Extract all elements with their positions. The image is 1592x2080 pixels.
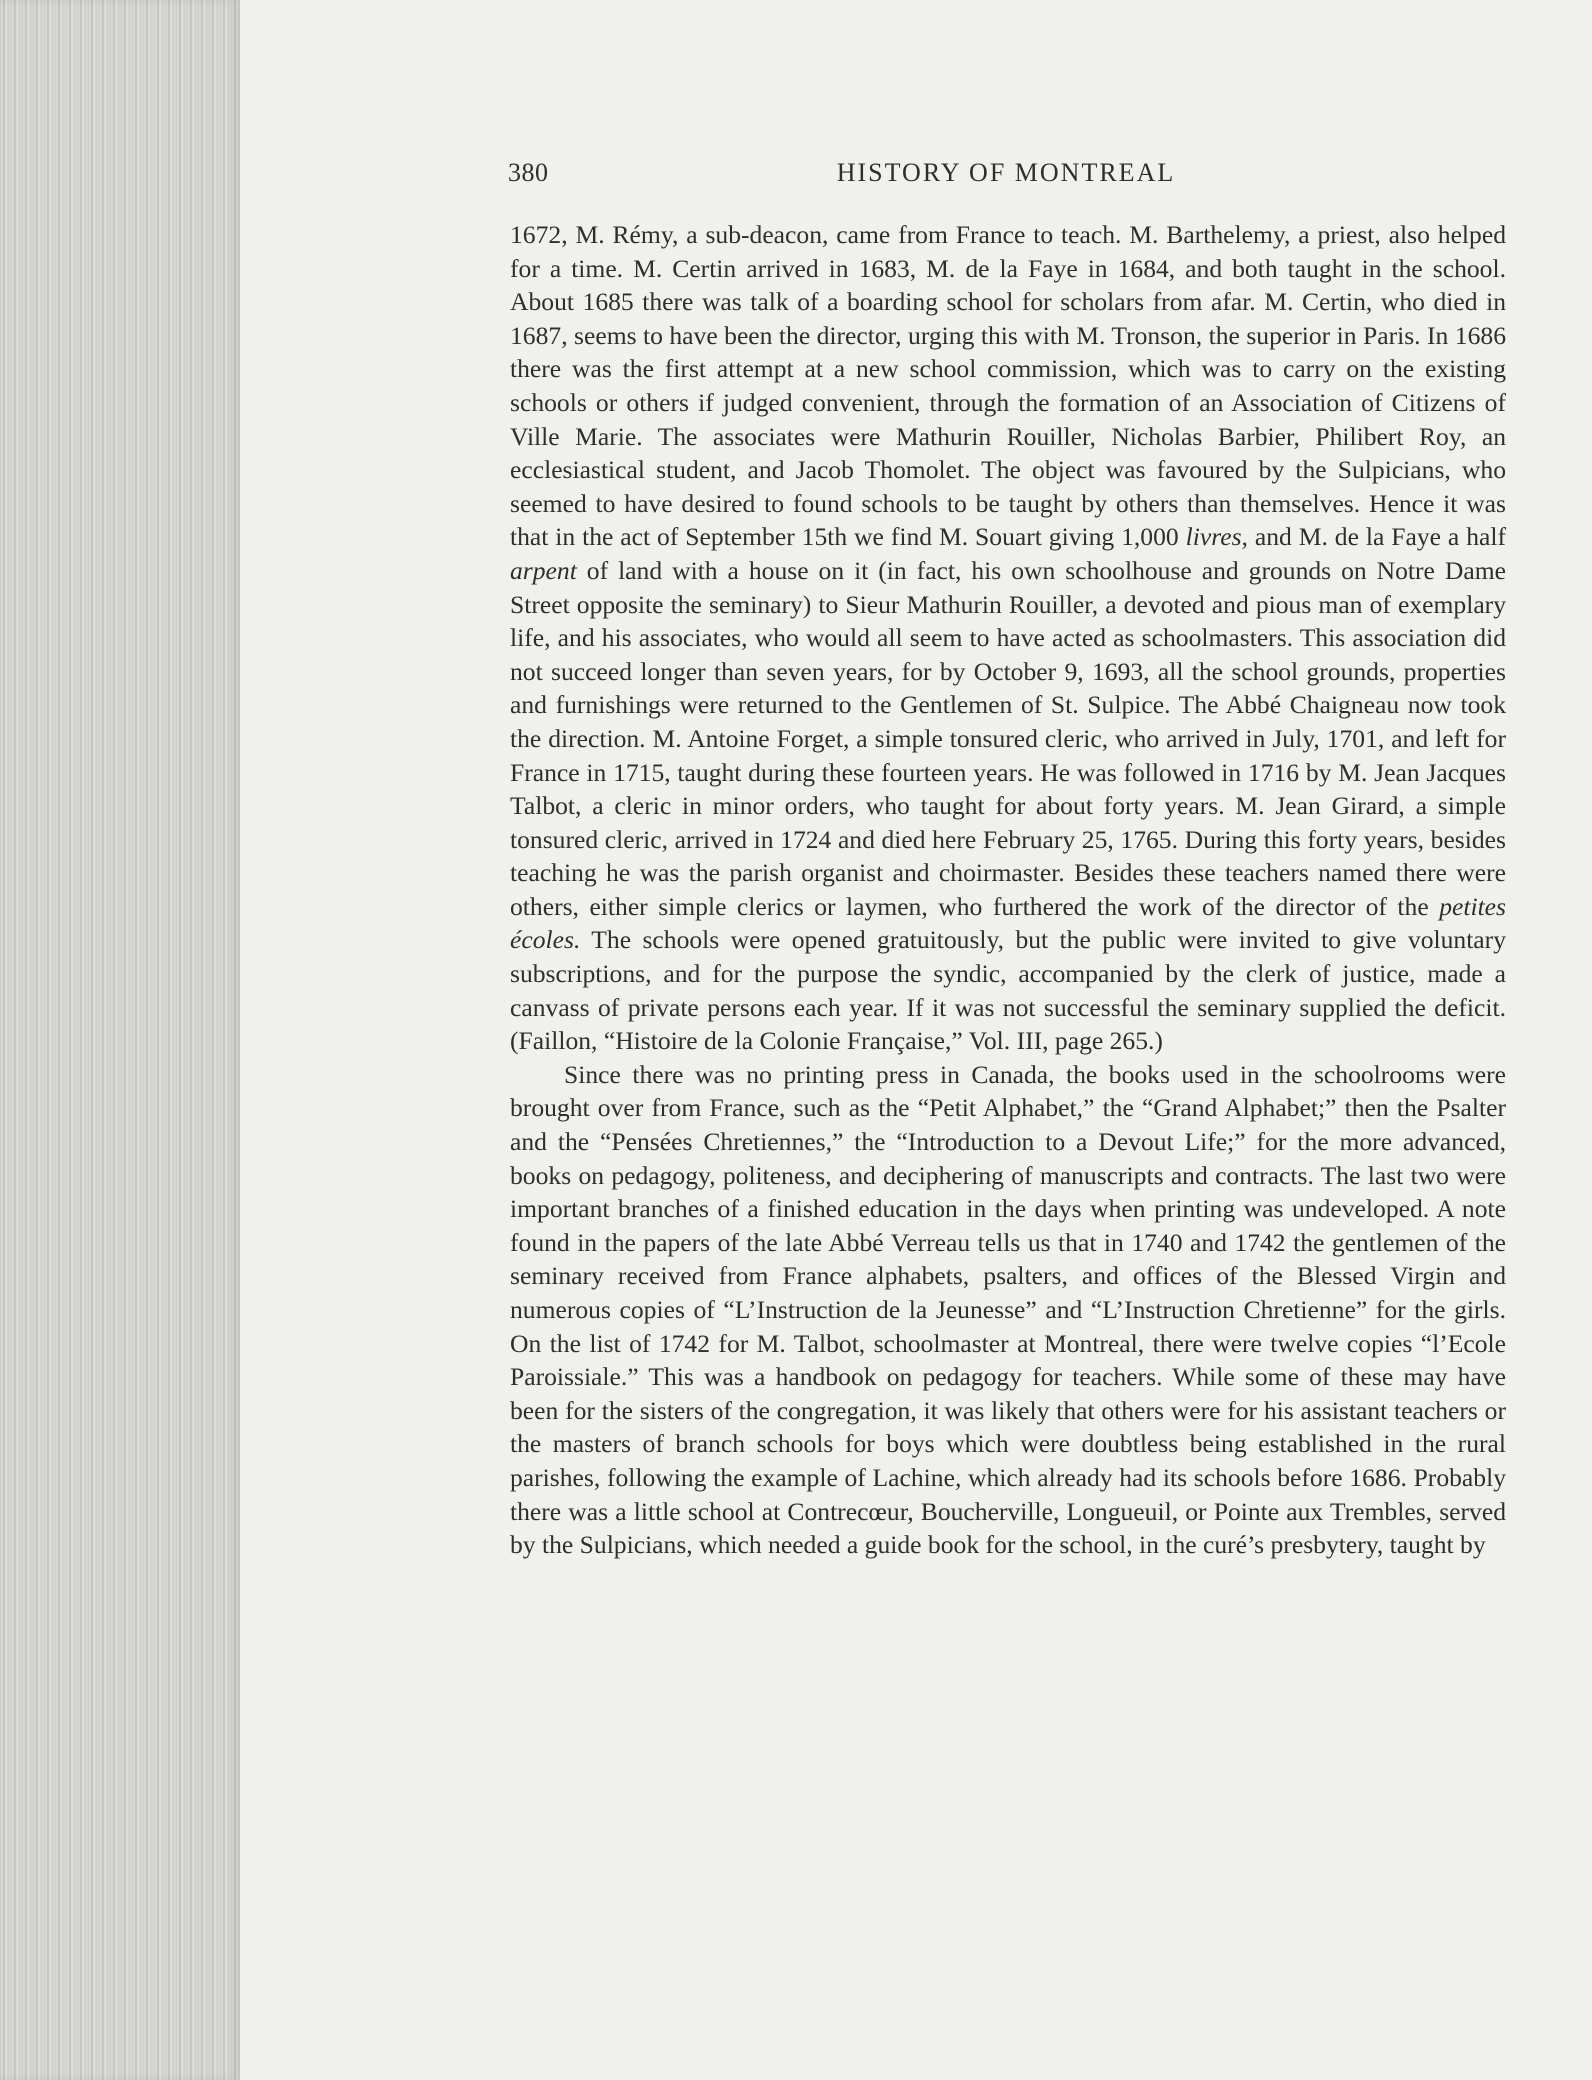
italic-livres: livres, bbox=[1185, 522, 1248, 552]
paragraph-1-text-c: of land with a house on it (in fact, his own schoolhouse and grounds on Notre Dame Street opposite the seminary) to Sieur Mathurin Rouiller, a devoted and pious man of exemplary life, and his associates, who would all seem to have acted as schoolmasters. This association did not succeed longer than seven years, for by October 9, 1693, all the school grounds, properties and furnishings were returned to the Gentlemen of St. Sulpice. The Abbé Chaigneau now took the direction. M. Antoine Forget, a simple tonsured cleric, who arrived in July, 1701, and left for France in 1715, taught during these fourteen years. He was followed in 1716 by M. Jean Jacques Talbot, a cleric in minor orders, who taught for about forty years. M. Jean Girard, a simple tonsured cleric, arrived in 1724 and died here February 25, 1765. During this forty years, besides teaching he was the parish organist and choirmaster. Besides these teachers named there were others, either simple clerics or laymen, who furthered the work of the director of the bbox=[510, 555, 1506, 921]
body-text bbox=[510, 218, 1506, 1562]
page-number: 380 bbox=[508, 158, 549, 187]
running-title: HISTORY OF MONTREAL bbox=[836, 158, 1176, 187]
paragraph-1 bbox=[510, 218, 1506, 1058]
page-header bbox=[508, 158, 1504, 198]
paragraph-1-text-a: 1672, M. Rémy, a sub-deacon, came from France to teach. M. Barthelemy, a priest, also helped for a time. M. Certin arrived in 1683, M. de la Faye in 1684, and both taught in the school. About 1685 there was talk of a boarding school for scholars from afar. M. Certin, who died in 1687, seems to have been the director, urging this with M. Tronson, the superior in Paris. In 1686 there was the first attempt at a new school commission, which was to carry on the existing schools or others if judged convenient, through the formation of an Association of Citizens of Ville Marie. The associates were Mathurin Rouiller, Nicholas Barbier, Philibert Roy, an ecclesiastical student, and Jacob Thomolet. The object was favoured by the Sulpicians, who seemed to have desired to found schools to be taught by others than themselves. Hence it was that in the act of September 15th we find M. Souart giving 1,000 bbox=[510, 220, 1506, 552]
paragraph-1-text-d: The schools were opened gratuitously, but the public were invited to give voluntary subscriptions, and for the purpose the syndic, accompanied by the clerk of justice, made a canvass of private persons each year. If it was not successful the seminary supplied the deficit. (Faillon, “Histoire de la Colonie Française,” Vol. III, page 265.) bbox=[510, 925, 1506, 1056]
italic-petites-ecoles: petites écoles. bbox=[510, 891, 1506, 955]
book-page-edges bbox=[0, 0, 240, 2080]
italic-arpent: arpent bbox=[510, 555, 577, 585]
paragraph-2: Since there was no printing press in Canada, the books used in the schoolrooms were brought over from France, such as the “Petit Alphabet,” the “Grand Alphabet;” then the Psalter and the “Pensées Chretiennes,” the “Introduction to a Devout Life;” for the more advanced, books on pedagogy, politeness, and deciphering of manuscripts and contracts. The last two were important branches of a finished education in the days when printing was undeveloped. A note found in the papers of the late Abbé Verreau tells us that in 1740 and 1742 the gentlemen of the seminary received from France alphabets, psalters, and offices of the Blessed Virgin and numerous copies of “L’Instruction de la Jeunesse” and “L’Instruction Chretienne” for the girls. On the list of 1742 for M. Talbot, schoolmaster at Montreal, there were twelve copies “l’Ecole Paroissiale.” This was a handbook on pedagogy for teachers. While some of these may have been for the sisters of the congregation, it was likely that others were for his assistant teachers or the masters of branch schools for boys which were doubtless being established in the rural parishes, following the example of Lachine, which already had its schools before 1686. Probably there was a little school at Contrecœur, Boucherville, Longueuil, or Pointe aux Trembles, served by the Sulpicians, which needed a guide book for the school, in the curé’s presbytery, taught by bbox=[510, 1059, 1506, 1560]
paragraph-1-text-b: and M. de la Faye a half bbox=[1247, 522, 1506, 552]
